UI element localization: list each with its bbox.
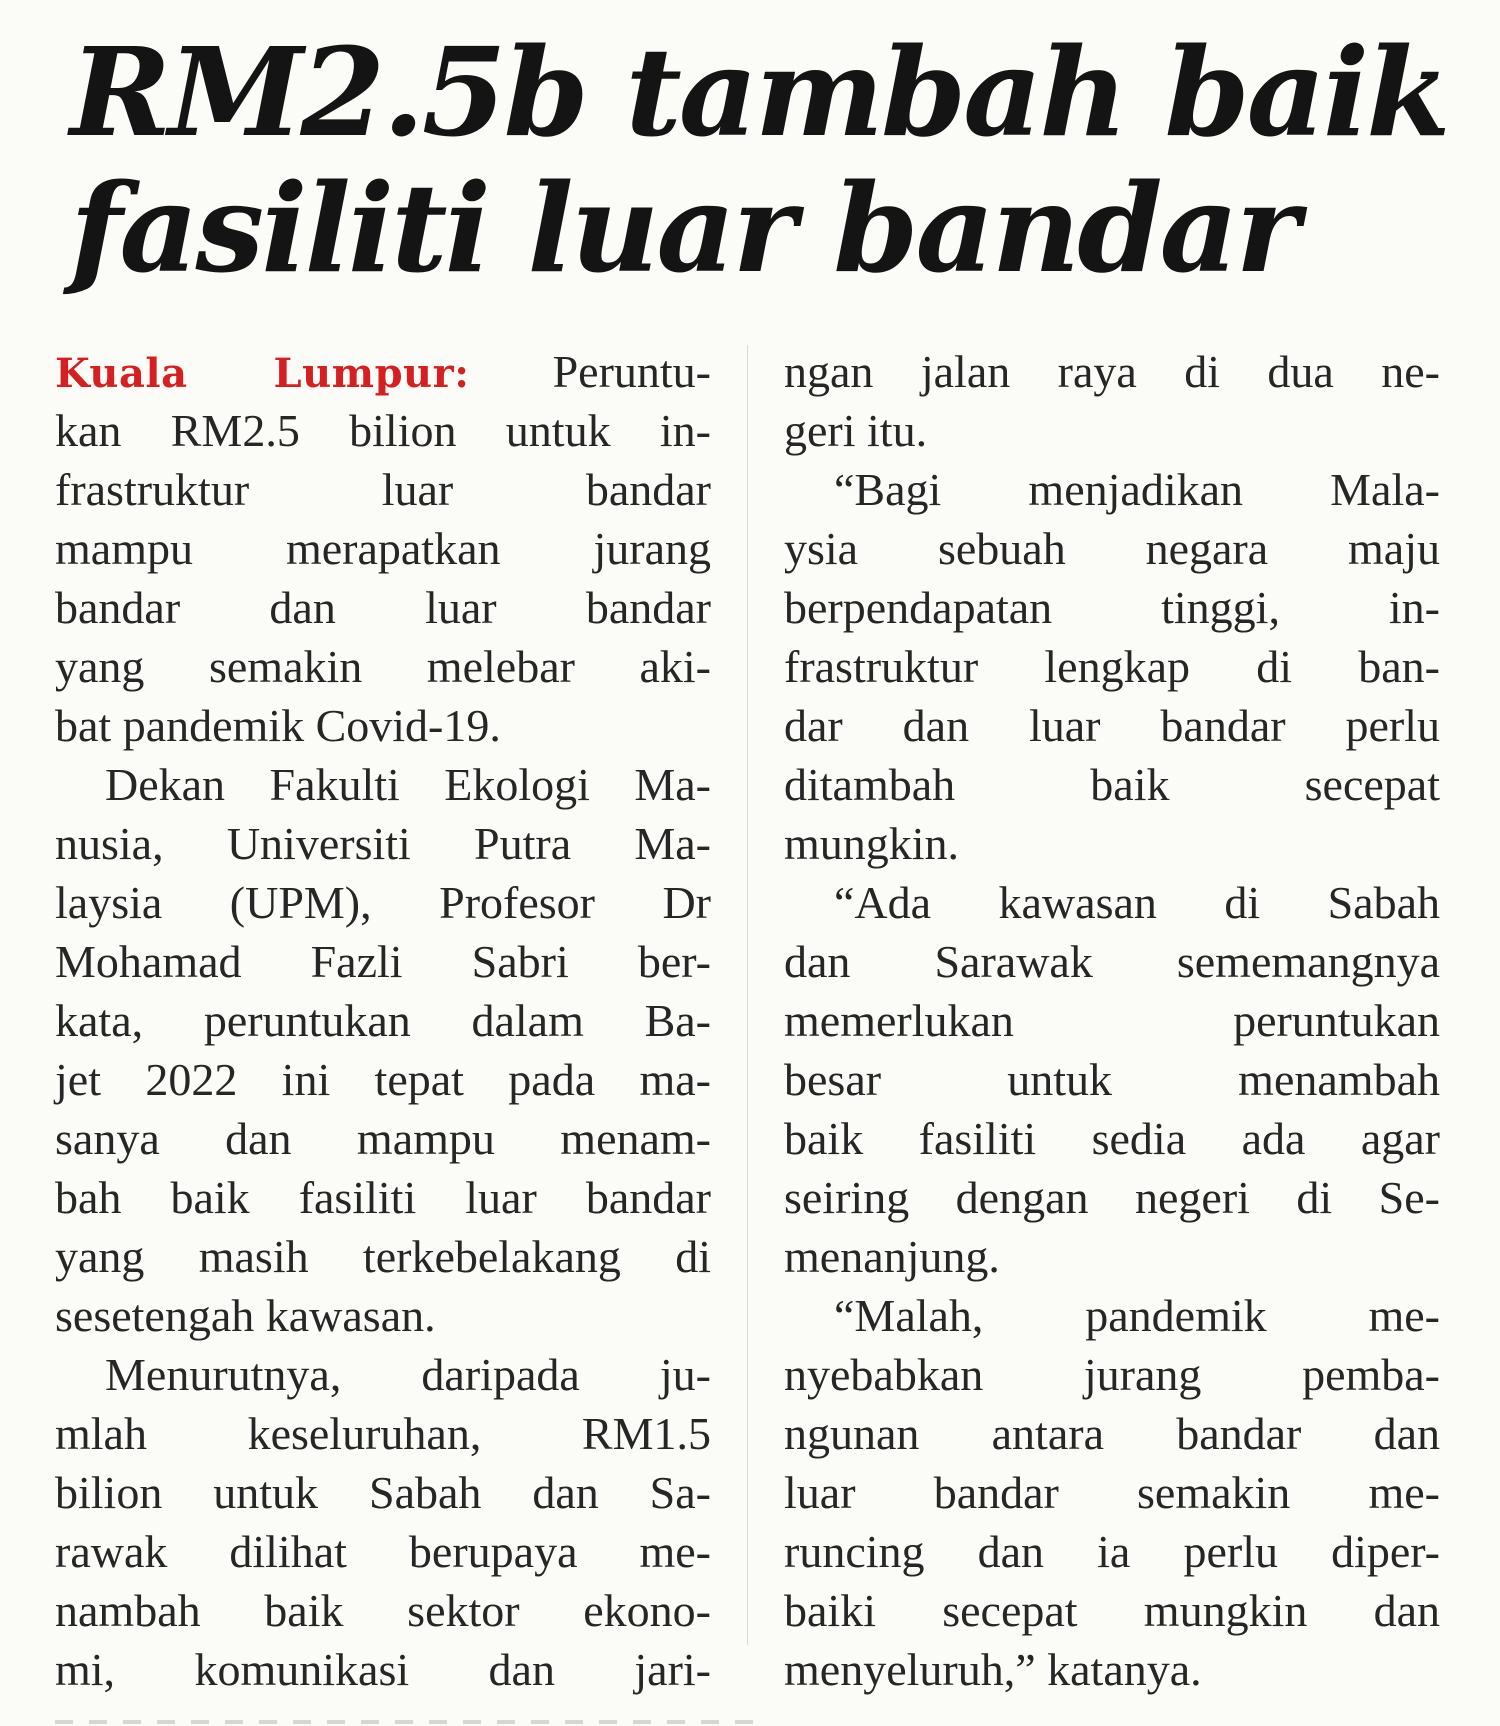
text-line: bilion untuk Sabah dan Sa- [55,1467,711,1518]
text-line: runcing dan ia perlu diper- [784,1526,1440,1577]
text-line: sanya dan mampu menam- [55,1113,711,1164]
text-line: baiki secepat mungkin dan [784,1585,1440,1636]
text-line: ditambah baik secepat [784,759,1440,810]
text-line: rawak dilihat berupaya me- [55,1526,711,1577]
text-line: menanjung. [784,1231,1000,1282]
article-column-left [55,342,711,1699]
text-line: mungkin. [784,818,960,869]
text-line: ngunan antara bandar dan [784,1408,1440,1459]
text-line: berpendapatan tinggi, in- [784,582,1440,633]
text-line: menyeluruh,” katanya. [784,1644,1202,1695]
paragraph-5 [784,460,1440,873]
text-line: “Ada kawasan di Sabah [834,877,1440,928]
text-line: Dekan Fakulti Ekologi Ma- [105,759,711,810]
dateline: Kuala Lumpur: [55,350,470,397]
text-line: “Bagi menjadikan Mala- [834,464,1440,515]
text-line: ysia sebuah negara maju [784,523,1440,574]
text-line: dar dan luar bandar perlu [784,700,1440,751]
text-line: frastruktur luar bandar [55,464,711,515]
text-line: Kuala Lumpur: Peruntu- [55,346,711,397]
text-line: Menurutnya, daripada ju- [105,1349,711,1400]
text-line: frastruktur lengkap di ban- [784,641,1440,692]
text-line: kan RM2.5 bilion untuk in- [55,405,711,456]
text-line: mi, komunikasi dan jari- [55,1644,711,1695]
headline-line-1: RM2.5b tambah baik [70,20,1448,164]
paragraph-7 [784,1286,1440,1699]
paragraph-3 [55,1345,711,1699]
cropped-text-fragment [55,1712,755,1726]
text-line: dan Sarawak sememangnya [784,936,1440,987]
text-line: memerlukan peruntukan [784,995,1440,1046]
article-headline [70,20,1450,300]
text-line: ngan jalan raya di dua ne- [784,346,1440,397]
text-line: bat pandemik Covid-19. [55,700,501,751]
paragraph-4 [784,342,1440,460]
text-line: luar bandar semakin me- [784,1467,1440,1518]
text-line: yang masih terkebelakang di [55,1231,711,1282]
text-line: besar untuk menambah [784,1054,1440,1105]
text-line: bah baik fasiliti luar bandar [55,1172,711,1223]
text-line: geri itu. [784,405,928,456]
text-line: nusia, Universiti Putra Ma- [55,818,711,869]
text-line: nambah baik sektor ekono- [55,1585,711,1636]
paragraph-2 [55,755,711,1345]
article-column-right [784,342,1440,1699]
text-line: yang semakin melebar aki- [55,641,711,692]
text-line: “Malah, pandemik me- [834,1290,1440,1341]
text-line: Mohamad Fazli Sabri ber- [55,936,711,987]
paragraph-1 [55,342,711,755]
text-line: bandar dan luar bandar [55,582,711,633]
text-line: sesetengah kawasan. [55,1290,436,1341]
headline-line-2: fasiliti luar bandar [70,156,1297,300]
text-line: kata, peruntukan dalam Ba- [55,995,711,1046]
text-line: seiring dengan negeri di Se- [784,1172,1440,1223]
text-line: nyebabkan jurang pemba- [784,1349,1440,1400]
text-line: jet 2022 ini tepat pada ma- [55,1054,711,1105]
column-divider [747,345,748,1645]
text-line: baik fasiliti sedia ada agar [784,1113,1440,1164]
text-line: laysia (UPM), Profesor Dr [55,877,711,928]
text-line: mlah keseluruhan, RM1.5 [55,1408,711,1459]
paragraph-6 [784,873,1440,1286]
text-line: mampu merapatkan jurang [55,523,711,574]
